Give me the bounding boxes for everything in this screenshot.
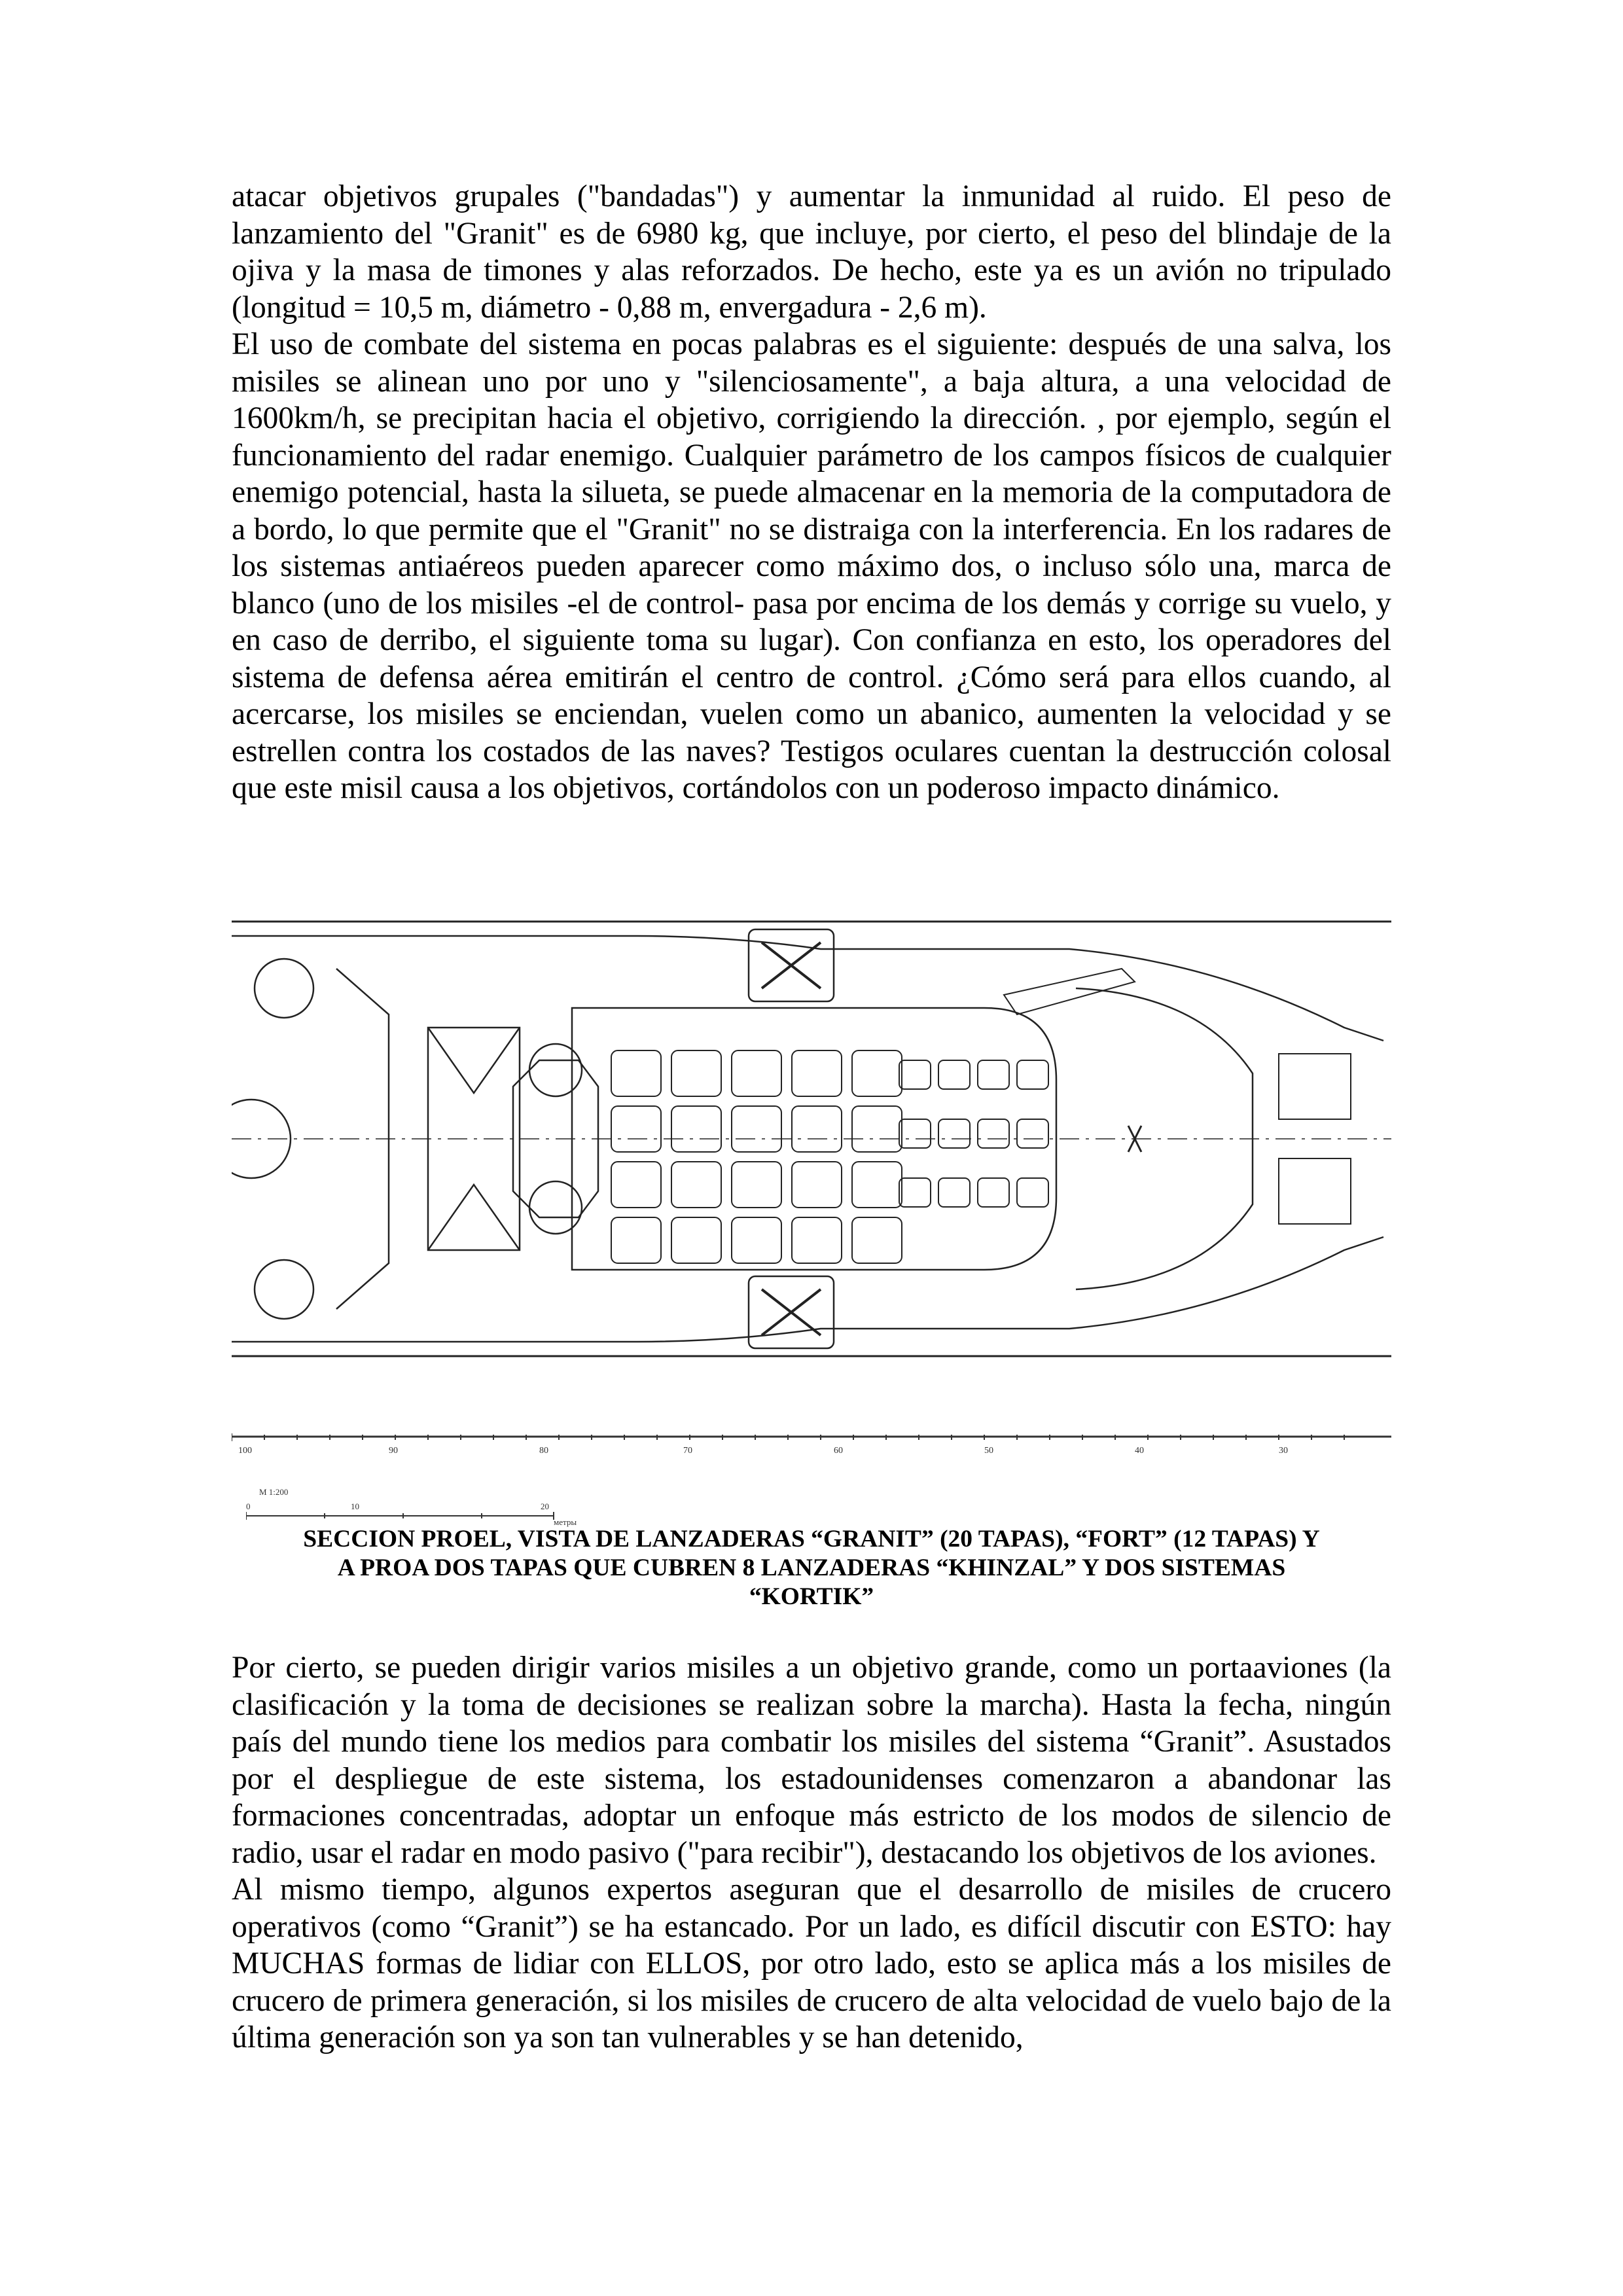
scale-label: M 1:200 <box>259 1487 289 1497</box>
ruler-tick-label: 70 <box>683 1446 692 1456</box>
paragraph: Por cierto, se pueden dirigir varios misiles a un objetivo grande, como un portaaviones (la clasificación y la toma de decisiones se realizan sobre la marcha). Hasta la fecha, ningún país del mundo tiene los medios para combatir los misiles del sistema “Granit”. Asustados por el despliegue de este sistema, los estadounidenses comenzaron a abandonar las formaciones concentradas, adoptar un enfoque más estricto de los modos de silencio de radio, usar el radar en modo pasivo ("para recibir"), destacando los objetivos de los aviones. <box>232 1651 1391 1870</box>
ship-deck-drawing <box>232 910 1391 1499</box>
text-block-bottom <box>232 1649 1391 2056</box>
caption-line: A PROA DOS TAPAS QUE CUBREN 8 LANZADERAS “KHINZAL” Y DOS SISTEMAS <box>337 1554 1286 1581</box>
ruler-tick-label: 90 <box>389 1446 398 1456</box>
ruler-tick-label: 40 <box>1135 1446 1144 1456</box>
ruler-tick-label: 60 <box>834 1446 843 1456</box>
caption-line: “KORTIK” <box>749 1583 874 1610</box>
ruler-tick-label: 50 <box>984 1446 993 1456</box>
scale-tick: 0 <box>246 1501 251 1511</box>
text-block-top <box>232 178 1391 807</box>
ruler-tick-label: 80 <box>539 1446 548 1456</box>
ruler-tick-label: 100 <box>238 1446 252 1456</box>
scale-bar <box>246 1484 586 1530</box>
paragraph: atacar objetivos grupales ("bandadas") y aumentar la inmunidad al ruido. El peso de lanzamiento del "Granit" es de 6980 kg, que incluye, por cierto, el peso del blindaje de la ojiva y la masa de timones y alas reforzados. De hecho, este ya es un avión no tripulado (longitud = 10,5 m, diámetro - 0,88 m, envergadura - 2,6 m). <box>232 179 1391 325</box>
paragraph: Al mismo tiempo, algunos expertos aseguran que el desarrollo de misiles de crucero operativos (como “Granit”) se ha estancado. Por un lado, es difícil discutir con ESTO: hay MUCHAS formas de lidiar con ELLOS, por otro lado, esto se aplica más a los misiles de crucero de primera generación, si los misiles de crucero de alta velocidad de vuelo bajo de la última generación son ya son tan vulnerables y se han detenido, <box>232 1873 1391 2054</box>
scale-unit: метры <box>554 1517 577 1527</box>
scale-tick: 20 <box>541 1501 549 1511</box>
figure-caption <box>232 1525 1391 1611</box>
ruler-tick-label: 30 <box>1279 1446 1288 1456</box>
paragraph: El uso de combate del sistema en pocas palabras es el siguiente: después de una salva, los misiles se alinean uno por uno y "silenciosamente", a baja altura, a una velocidad de 1600km/h, se precipitan hacia el objetivo, corrigiendo la dirección. , por ejemplo, según el funcionamiento del radar enemigo. Cualquier parámetro de los campos físicos de cualquier enemigo potencial, hasta la silueta, se puede almacenar en la memoria de la computadora de a bordo, lo que permite que el "Granit" no se distraiga con la interferencia. En los radares de los sistemas antiaéreos pueden aparecer como máximo dos, o incluso sólo una, marca de blanco (uno de los misiles -el de control- pasa por encima de los demás y corrige su vuelo, y en caso de derribo, el siguiente toma su lugar). Con confianza en esto, los operadores del sistema de defensa aérea emitirán el centro de control. ¿Cómo será para ellos cuando, al acercarse, los misiles se enciendan, vuelen como un abanico, aumenten la velocidad y se estrellen contra los costados de las naves? Testigos oculares cuentan la destrucción colosal que este misil causa a los objetivos, cortándolos con un poderoso impacto dinámico. <box>232 327 1391 805</box>
scale-tick: 10 <box>351 1501 359 1511</box>
caption-line: SECCION PROEL, VISTA DE LANZADERAS “GRANIT” (20 TAPAS), “FORT” (12 TAPAS) Y <box>303 1526 1320 1552</box>
